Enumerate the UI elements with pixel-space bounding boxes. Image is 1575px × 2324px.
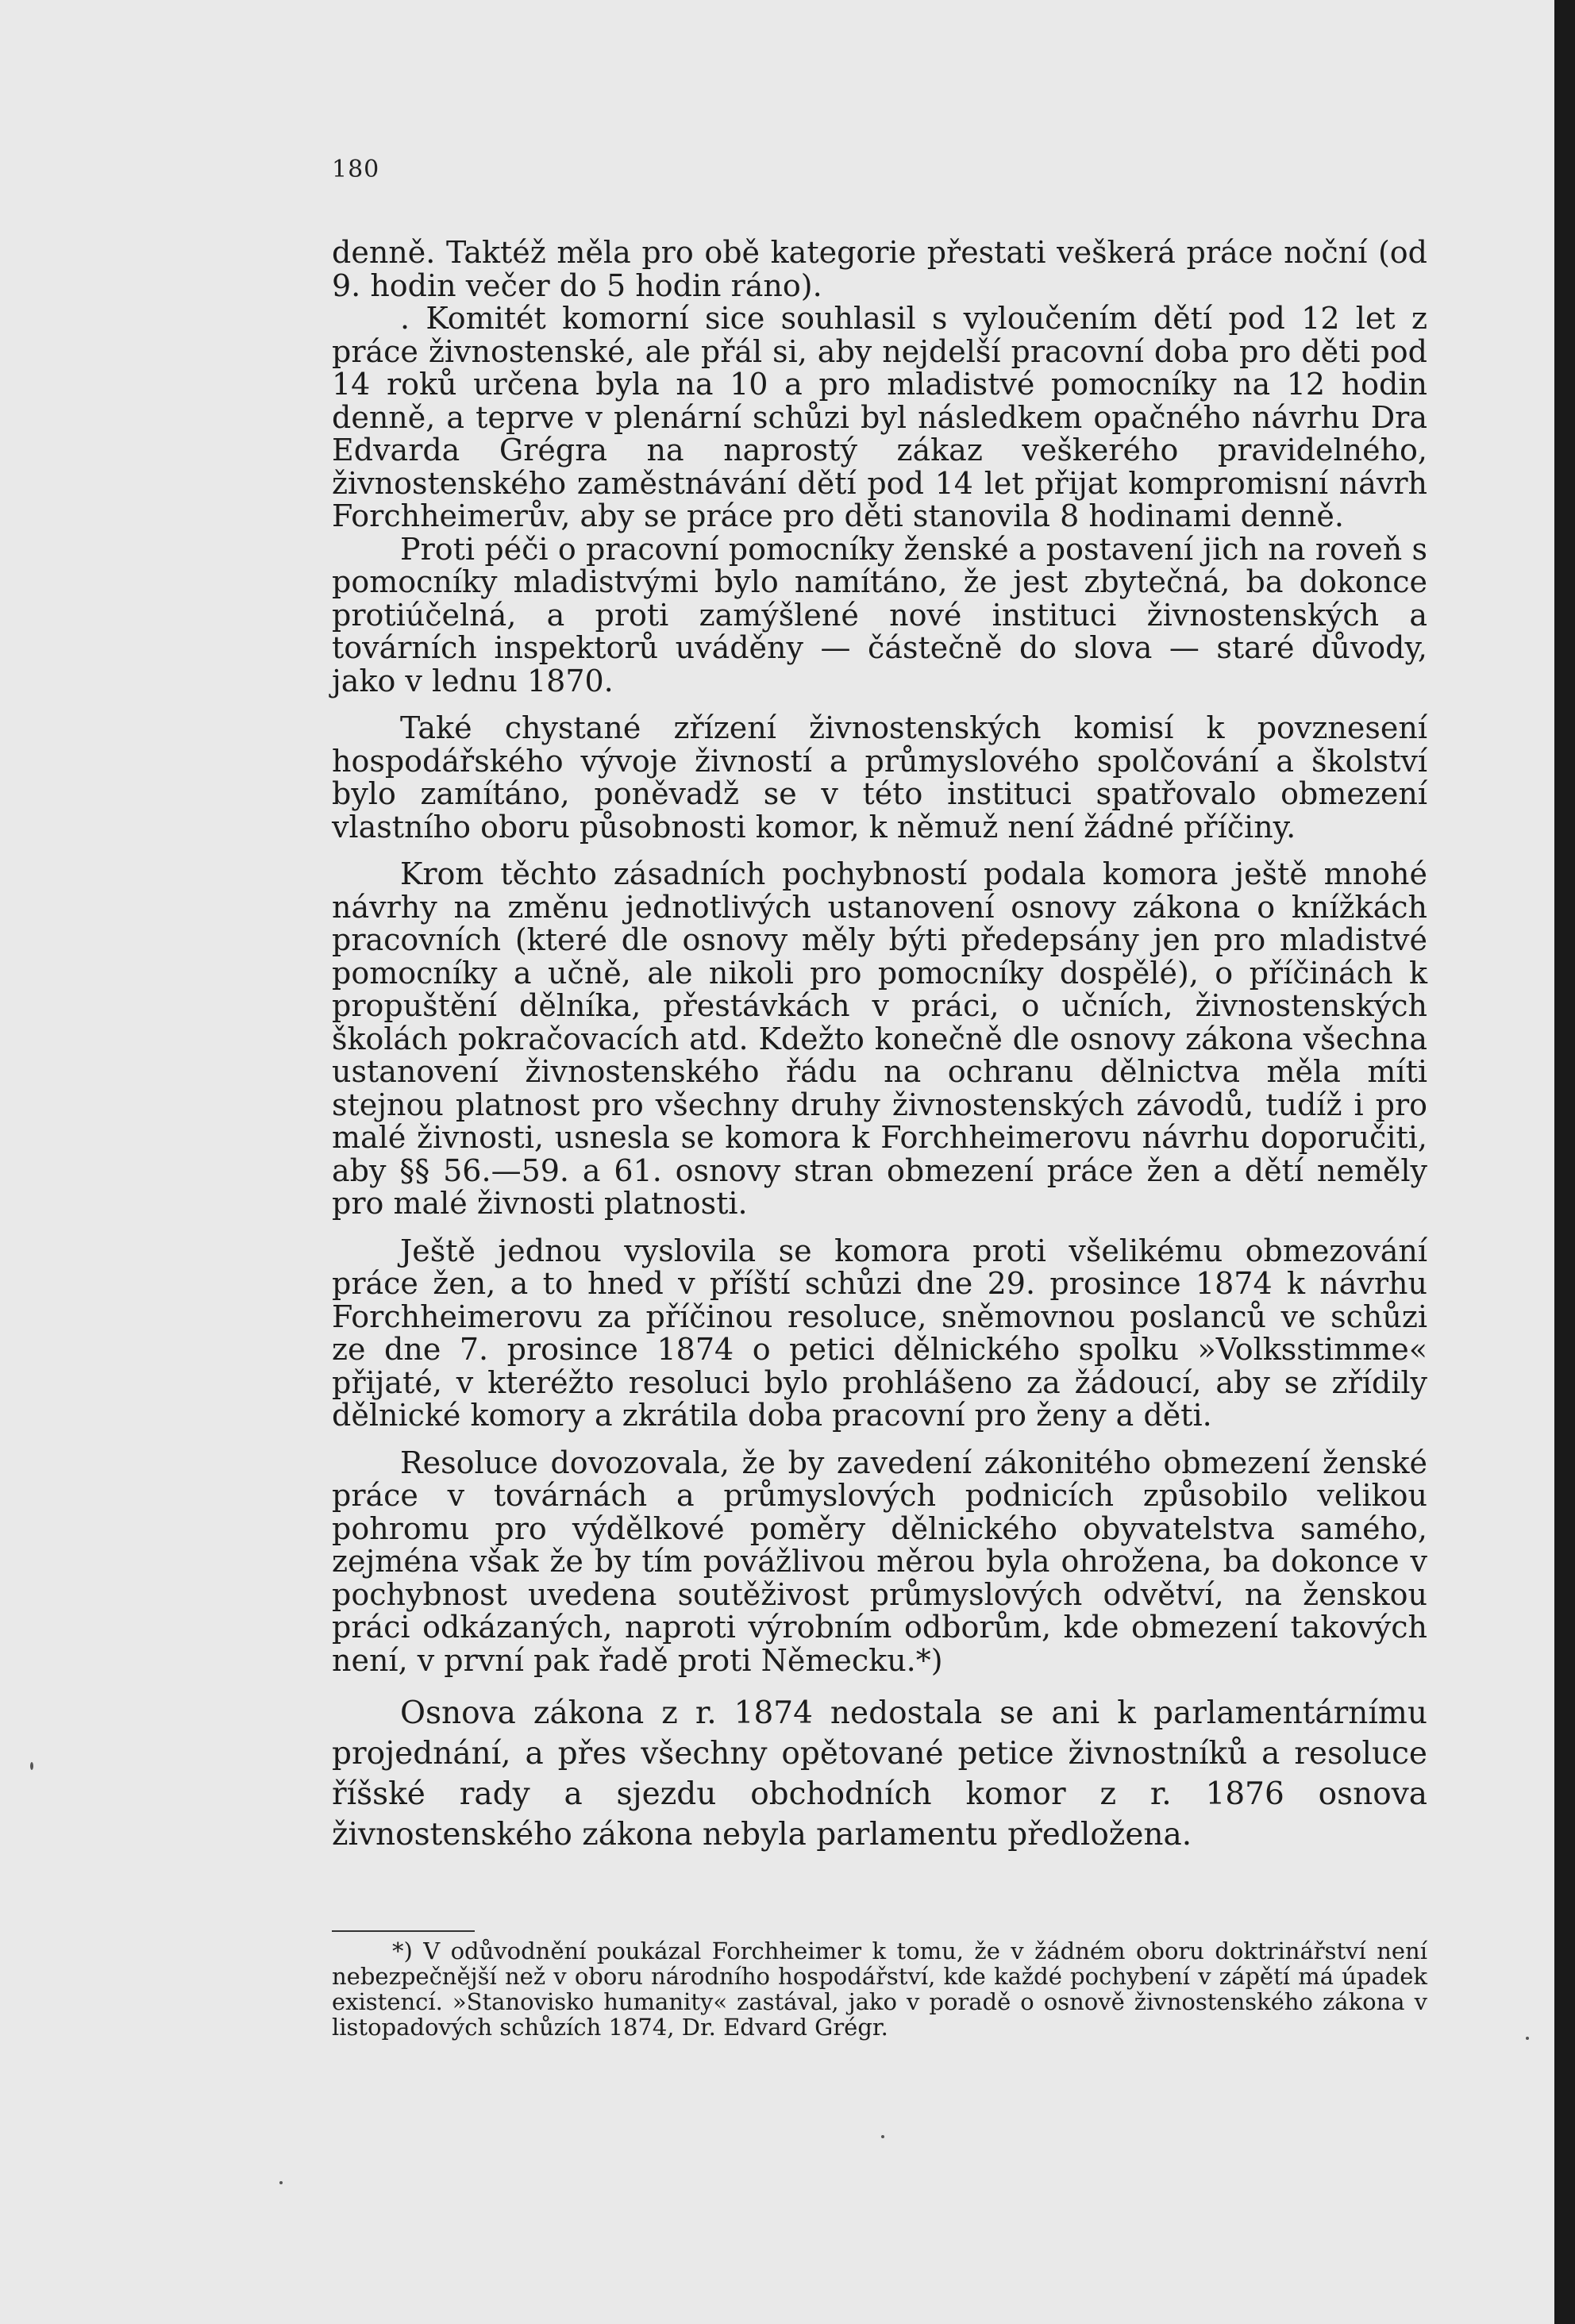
scan-speck [30,1762,33,1770]
paragraph-amendments: Krom těchto zásadních pochybností podala komora ještě mnohé návrhy na změnu jednotlivých ustanovení osnovy zákona o knížkách pracovních (které dle osnovy měly býti předepsány jen pro mladistvé pomocníky a učně, ale nikoli pro pomocníky dospělé), o příčinách k propuštění dělníka, přestávkách v práci, o učních, živnostenských školách pokračovacích atd. Kdežto konečně dle osnovy zákona všechna ustanovení živnostenského řádu na ochranu dělnictva měla míti stejnou platnost pro všechny druhy živnostenských závodů, tudíž i pro malé živnosti, usnesla se komora k Forchheimerovu návrhu doporučiti, aby §§ 56.—59. a 61. osnovy stran obmezení práce žen a dětí neměly pro malé živnosti platnosti. [332,856,1427,1221]
footnote-divider [332,1930,475,1932]
paragraph-resolution-argument: Resoluce dovozovala, že by zavedení zákonitého obmezení ženské práce v továrnách a průmyslových podnicích způsobilo velikou pohromu pro výdělkové poměry dělnického obyvatelstva samého, zejména však že by tím povážlivou měrou byla ohrožena, ba dokonce v pochybnost uvedena soutěživost průmyslových odvětví, na ženskou práci odkázaných, naproti výrobním odborům, kde obmezení takových není, v první pak řadě proti Německu.*) [332,1445,1427,1678]
paragraph-resolution-vote: Ještě jednou vyslovila se komora proti všelikému obmezování práce žen, a to hned v příští schůzi dne 29. prosince 1874 k návrhu Forchheimerovu za příčinou resoluce, sněmovnou poslanců ve schůzi ze dne 7. prosince 1874 o petici dělnického spolku »Volksstimme« přijaté, v kteréžto resoluci bylo prohlášeno za žádoucí, aby se zřídily dělnické komory a zkrátila doba pracovní pro ženy a děti. [332,1233,1427,1433]
footnote: *) V odůvodnění poukázal Forchheimer k tomu, že v žádném oboru doktrinářství není nebezpečnější než v oboru národního hospodářství, kde každé pochybení v zápětí má úpadek existencí. »Stanovisko humanity« zastával, jako v poradě o osnově živnostenského zákona v listopadových schůzích 1874, Dr. Edvard Grégr. [332,1937,1427,2041]
scan-speck [1526,2037,1529,2040]
scan-speck [279,2181,283,2184]
body-text [332,237,1427,1855]
paragraph-objections: Proti péči o pracovní pomocníky ženské a postavení jich na roveň s pomocníky mladistvými bylo namítáno, že jest zbytečná, ba dokonce protiúčelná, a proti zamýšlené nové instituci živnostenských a továrních inspektorů uváděny — částečně do slova — staré důvody, jako v lednu 1870. [332,531,1427,698]
paragraph-commissions: Také chystané zřízení živnostenských komisí k povznesení hospodářského vývoje živností a průmyslového spolčování a školství bylo zamítáno, poněvadž se v této instituci spatřovalo obmezení vlastního oboru působnosti komor, k němuž není žádné příčiny. [332,710,1427,845]
paragraph-committee: . Komitét komorní sice souhlasil s vyloučením dětí pod 12 let z práce živnostenské, ale přál si, aby nejdelší pracovní doba pro děti pod 14 roků určena byla na 10 a pro mladistvé pomocníky na 12 hodin denně, a teprve v plenární schůzi byl následkem opačného návrhu Dra Edvarda Grégra na naprostý zákaz veškerého pravidelného, živnostenského zaměstnávání dětí pod 14 let přijat kompromisní návrh Forchheimerův, aby se práce pro děti stanovila 8 hodinami denně. [332,301,1427,533]
page-number: 180 [332,156,380,183]
paragraph-continuation: denně. Taktéž měla pro obě kategorie přestati veškerá práce noční (od 9. hodin večer do 5 hodin ráno). [332,235,1427,303]
scan-speck [881,2135,884,2138]
paragraph-conclusion: Osnova zákona z r. 1874 nedostala se ani k parlamentárnímu projednání, a přes všechny opětované petice živnostníků a resoluce říšské rady a sjezdu obchodních komor z r. 1876 osnova živnostenského zákona nebyla parlamentu předložena. [332,1695,1427,1853]
